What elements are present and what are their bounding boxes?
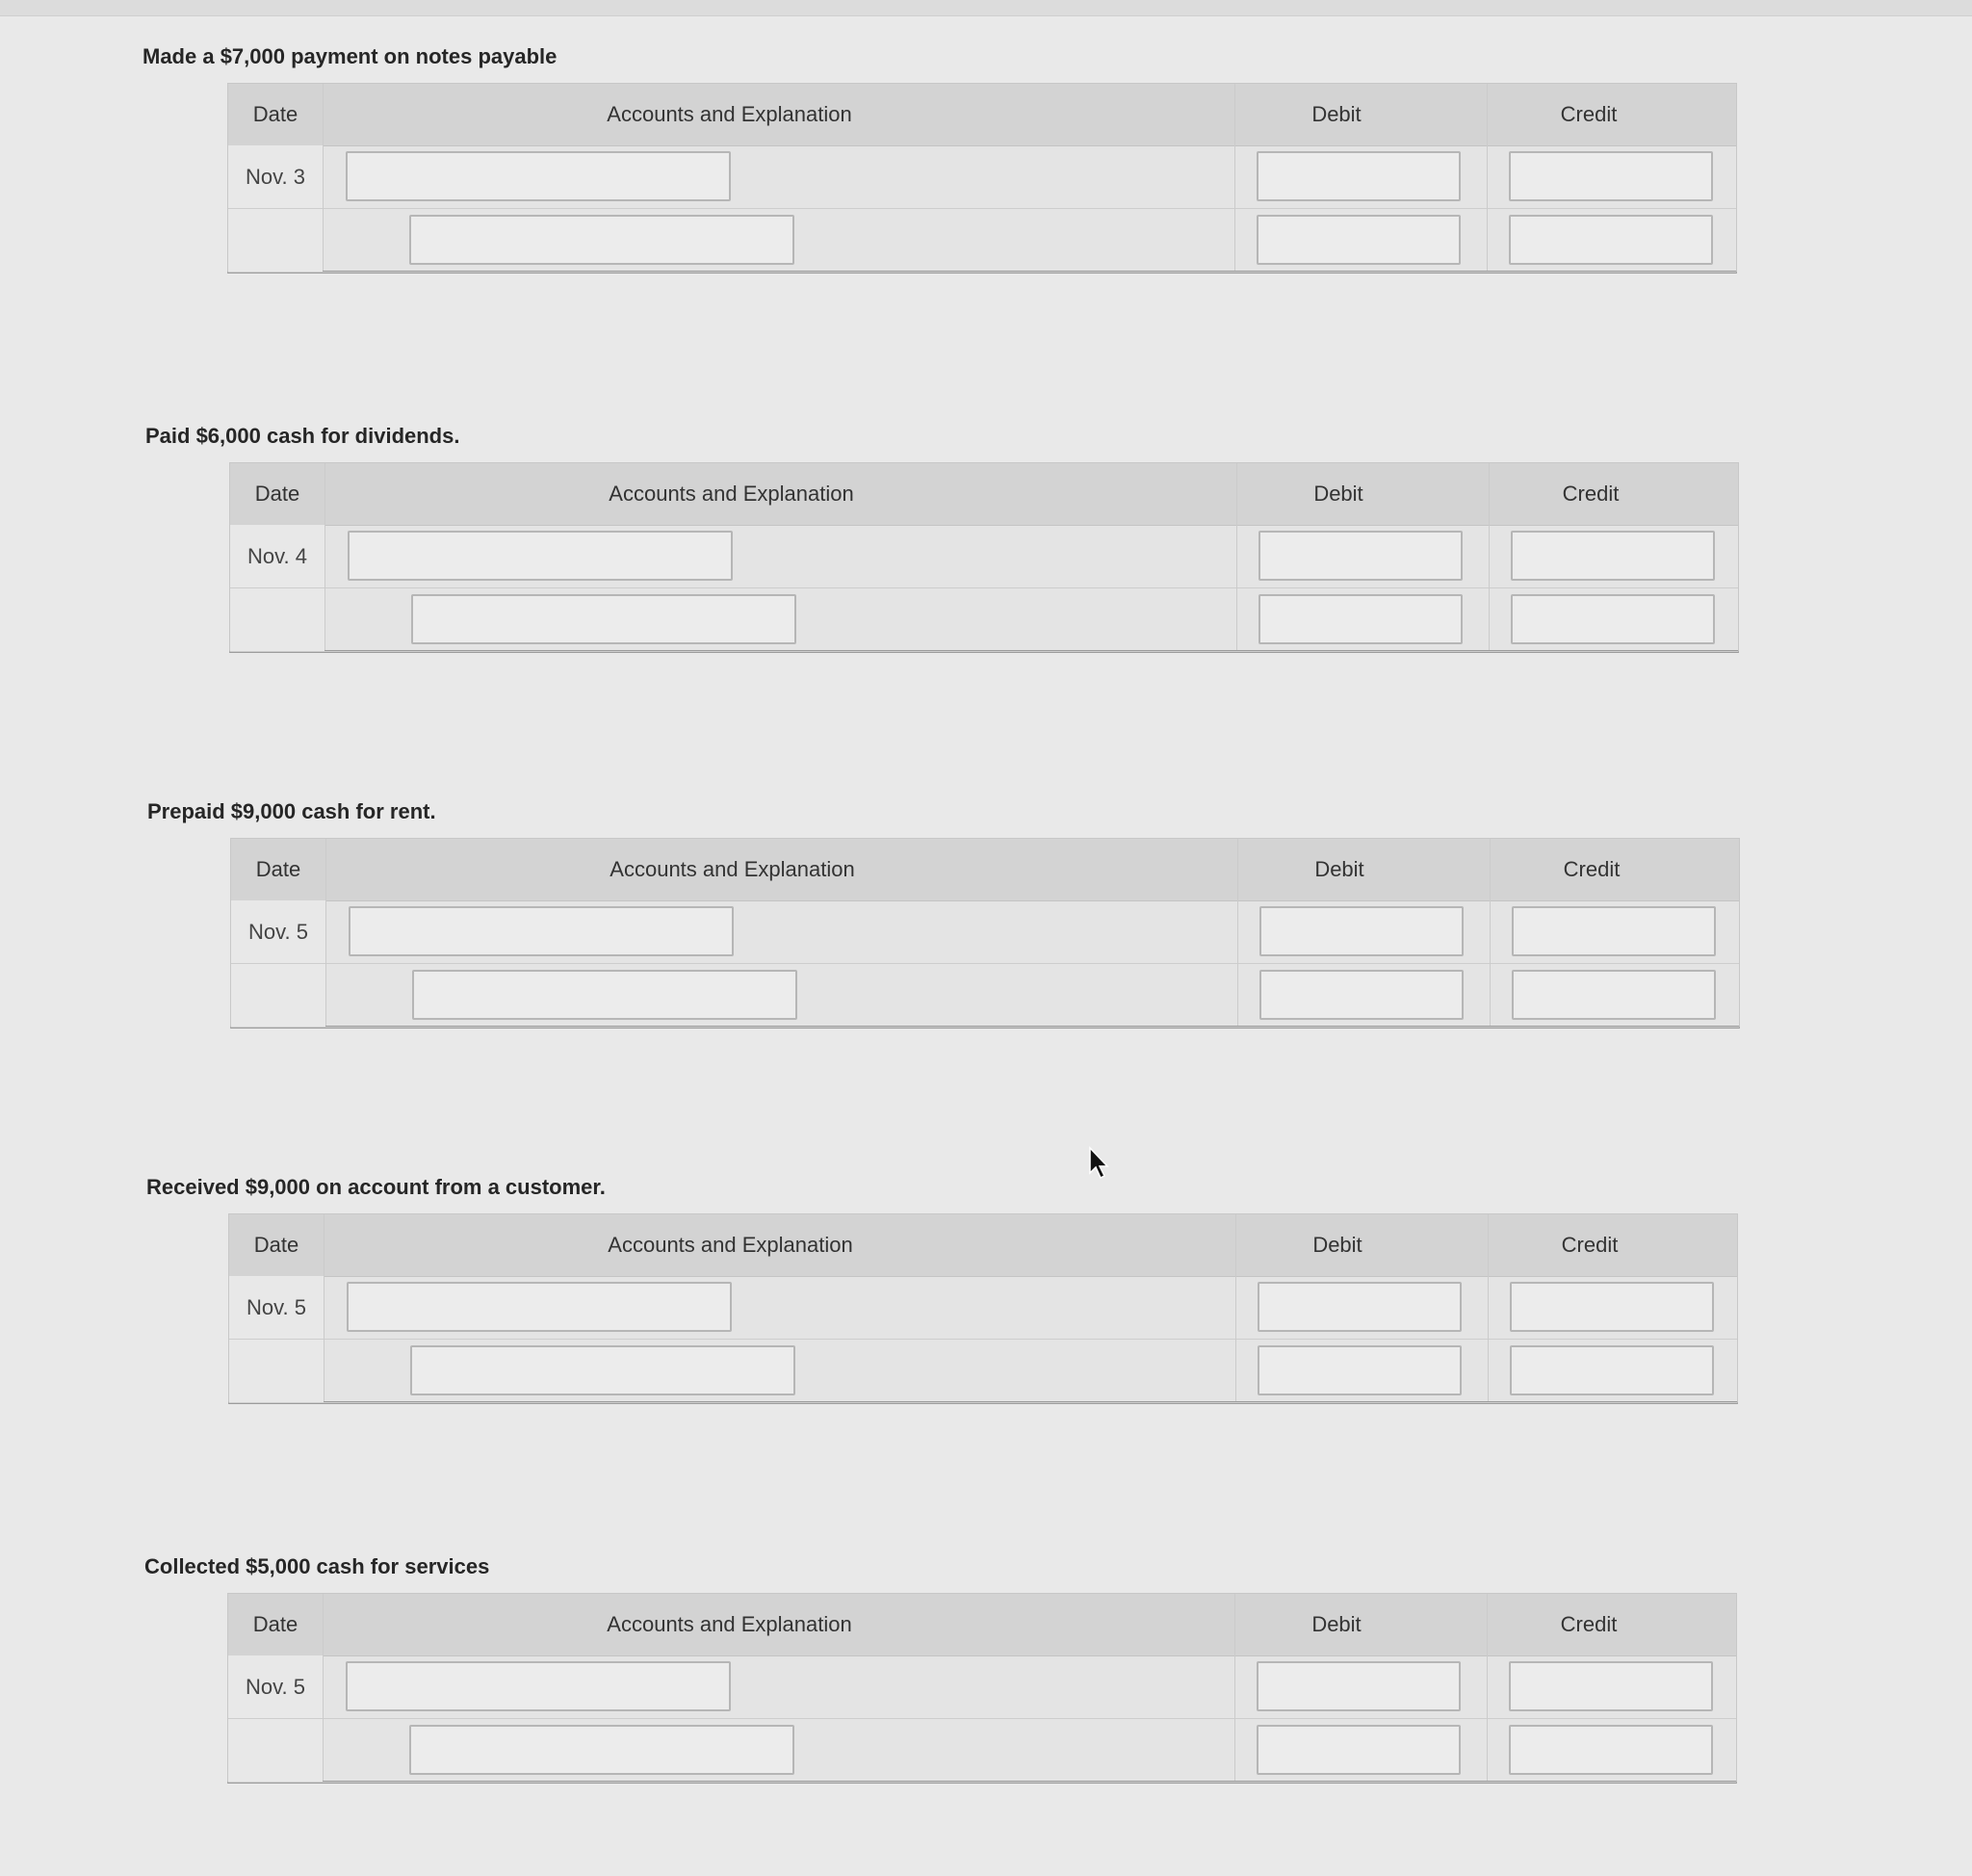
journal-table <box>229 462 1739 653</box>
journal-row-credit <box>228 1719 1736 1783</box>
mouse-pointer-icon <box>1088 1146 1111 1181</box>
date-column-header: Date <box>253 1233 299 1257</box>
column-divider <box>324 463 325 650</box>
journal-header-row <box>230 463 1738 526</box>
column-divider <box>1487 1594 1488 1781</box>
debit-column-header: Debit <box>1312 1233 1362 1257</box>
journal-header-row <box>228 1594 1736 1656</box>
journal-row-debit <box>230 525 1738 588</box>
account-input[interactable] <box>347 1282 732 1332</box>
account-input[interactable] <box>411 594 796 644</box>
debit-input[interactable] <box>1257 1725 1461 1775</box>
accounts-column-header: Accounts and Explanation <box>607 1612 852 1636</box>
accounts-column-header: Accounts and Explanation <box>608 1233 853 1257</box>
journal-row-credit <box>231 964 1739 1028</box>
debit-input[interactable] <box>1258 1345 1462 1395</box>
accounts-column-header: Accounts and Explanation <box>610 857 855 881</box>
account-input[interactable] <box>412 970 797 1020</box>
column-divider <box>1236 463 1237 650</box>
account-input[interactable] <box>349 906 734 956</box>
credit-input[interactable] <box>1512 970 1716 1020</box>
journal-header-row <box>229 1214 1737 1277</box>
transaction-prompt: Prepaid $9,000 cash for rent. <box>147 799 436 823</box>
column-divider <box>1234 84 1235 271</box>
journal-table <box>227 83 1737 274</box>
column-divider <box>1487 84 1488 271</box>
journal-row-debit <box>228 145 1736 209</box>
column-divider <box>325 839 326 1026</box>
debit-input[interactable] <box>1257 151 1461 201</box>
date-column-header: Date <box>252 102 298 126</box>
journal-row-debit <box>231 900 1739 964</box>
debit-input[interactable] <box>1257 1661 1461 1711</box>
journal-table <box>227 1593 1737 1784</box>
account-input[interactable] <box>410 1345 795 1395</box>
credit-input[interactable] <box>1509 1725 1713 1775</box>
column-divider <box>323 1594 324 1781</box>
transaction-prompt: Collected $5,000 cash for services <box>144 1554 490 1578</box>
date-column-header: Date <box>255 857 301 881</box>
transaction-prompt: Paid $6,000 cash for dividends. <box>145 424 460 448</box>
credit-input[interactable] <box>1509 1661 1713 1711</box>
column-divider <box>1490 839 1491 1026</box>
column-divider <box>1234 1594 1235 1781</box>
journal-header-row <box>228 84 1736 146</box>
debit-column-header: Debit <box>1311 1612 1362 1636</box>
column-divider <box>1488 1214 1489 1401</box>
date-cell-empty <box>231 964 325 1027</box>
column-divider <box>323 84 324 271</box>
date-cell: Nov. 4 <box>230 525 324 587</box>
date-column-header: Date <box>254 482 300 506</box>
credit-column-header: Credit <box>1561 1233 1619 1257</box>
debit-input[interactable] <box>1258 1282 1462 1332</box>
date-cell-empty <box>228 209 323 272</box>
date-cell: Nov. 5 <box>229 1276 324 1339</box>
debit-input[interactable] <box>1259 970 1464 1020</box>
transaction-prompt: Received $9,000 on account from a customer. <box>146 1175 606 1199</box>
transaction-prompt: Made a $7,000 payment on notes payable <box>143 44 558 68</box>
credit-input[interactable] <box>1510 1282 1714 1332</box>
account-input[interactable] <box>409 1725 794 1775</box>
debit-input[interactable] <box>1259 906 1464 956</box>
column-divider <box>1235 1214 1236 1401</box>
debit-input[interactable] <box>1258 594 1463 644</box>
credit-input[interactable] <box>1512 906 1716 956</box>
accounts-column-header: Accounts and Explanation <box>607 102 852 126</box>
date-cell: Nov. 5 <box>231 900 325 963</box>
credit-column-header: Credit <box>1563 857 1621 881</box>
accounts-column-header: Accounts and Explanation <box>609 482 854 506</box>
journal-table <box>230 838 1740 1029</box>
credit-column-header: Credit <box>1562 482 1620 506</box>
debit-column-header: Debit <box>1314 857 1364 881</box>
journal-row-debit <box>229 1276 1737 1340</box>
column-divider <box>1489 463 1490 650</box>
journal-row-credit <box>230 588 1738 652</box>
journal-row-credit <box>229 1340 1737 1403</box>
debit-column-header: Debit <box>1311 102 1362 126</box>
credit-input[interactable] <box>1511 531 1715 581</box>
date-cell: Nov. 3 <box>228 145 323 208</box>
date-cell-empty <box>229 1340 324 1402</box>
date-column-header: Date <box>252 1612 298 1636</box>
account-input[interactable] <box>346 151 731 201</box>
date-cell: Nov. 5 <box>228 1655 323 1718</box>
account-input[interactable] <box>346 1661 731 1711</box>
account-input[interactable] <box>409 215 794 265</box>
credit-input[interactable] <box>1509 151 1713 201</box>
journal-header-row <box>231 839 1739 901</box>
debit-column-header: Debit <box>1313 482 1363 506</box>
journal-row-credit <box>228 209 1736 273</box>
credit-input[interactable] <box>1510 1345 1714 1395</box>
date-cell-empty <box>230 588 324 651</box>
date-cell-empty <box>228 1719 323 1782</box>
journal-table <box>228 1213 1738 1404</box>
credit-input[interactable] <box>1509 215 1713 265</box>
credit-column-header: Credit <box>1560 102 1618 126</box>
journal-row-debit <box>228 1655 1736 1719</box>
debit-input[interactable] <box>1258 531 1463 581</box>
account-input[interactable] <box>348 531 733 581</box>
column-divider <box>1237 839 1238 1026</box>
credit-column-header: Credit <box>1560 1612 1618 1636</box>
credit-input[interactable] <box>1511 594 1715 644</box>
debit-input[interactable] <box>1257 215 1461 265</box>
